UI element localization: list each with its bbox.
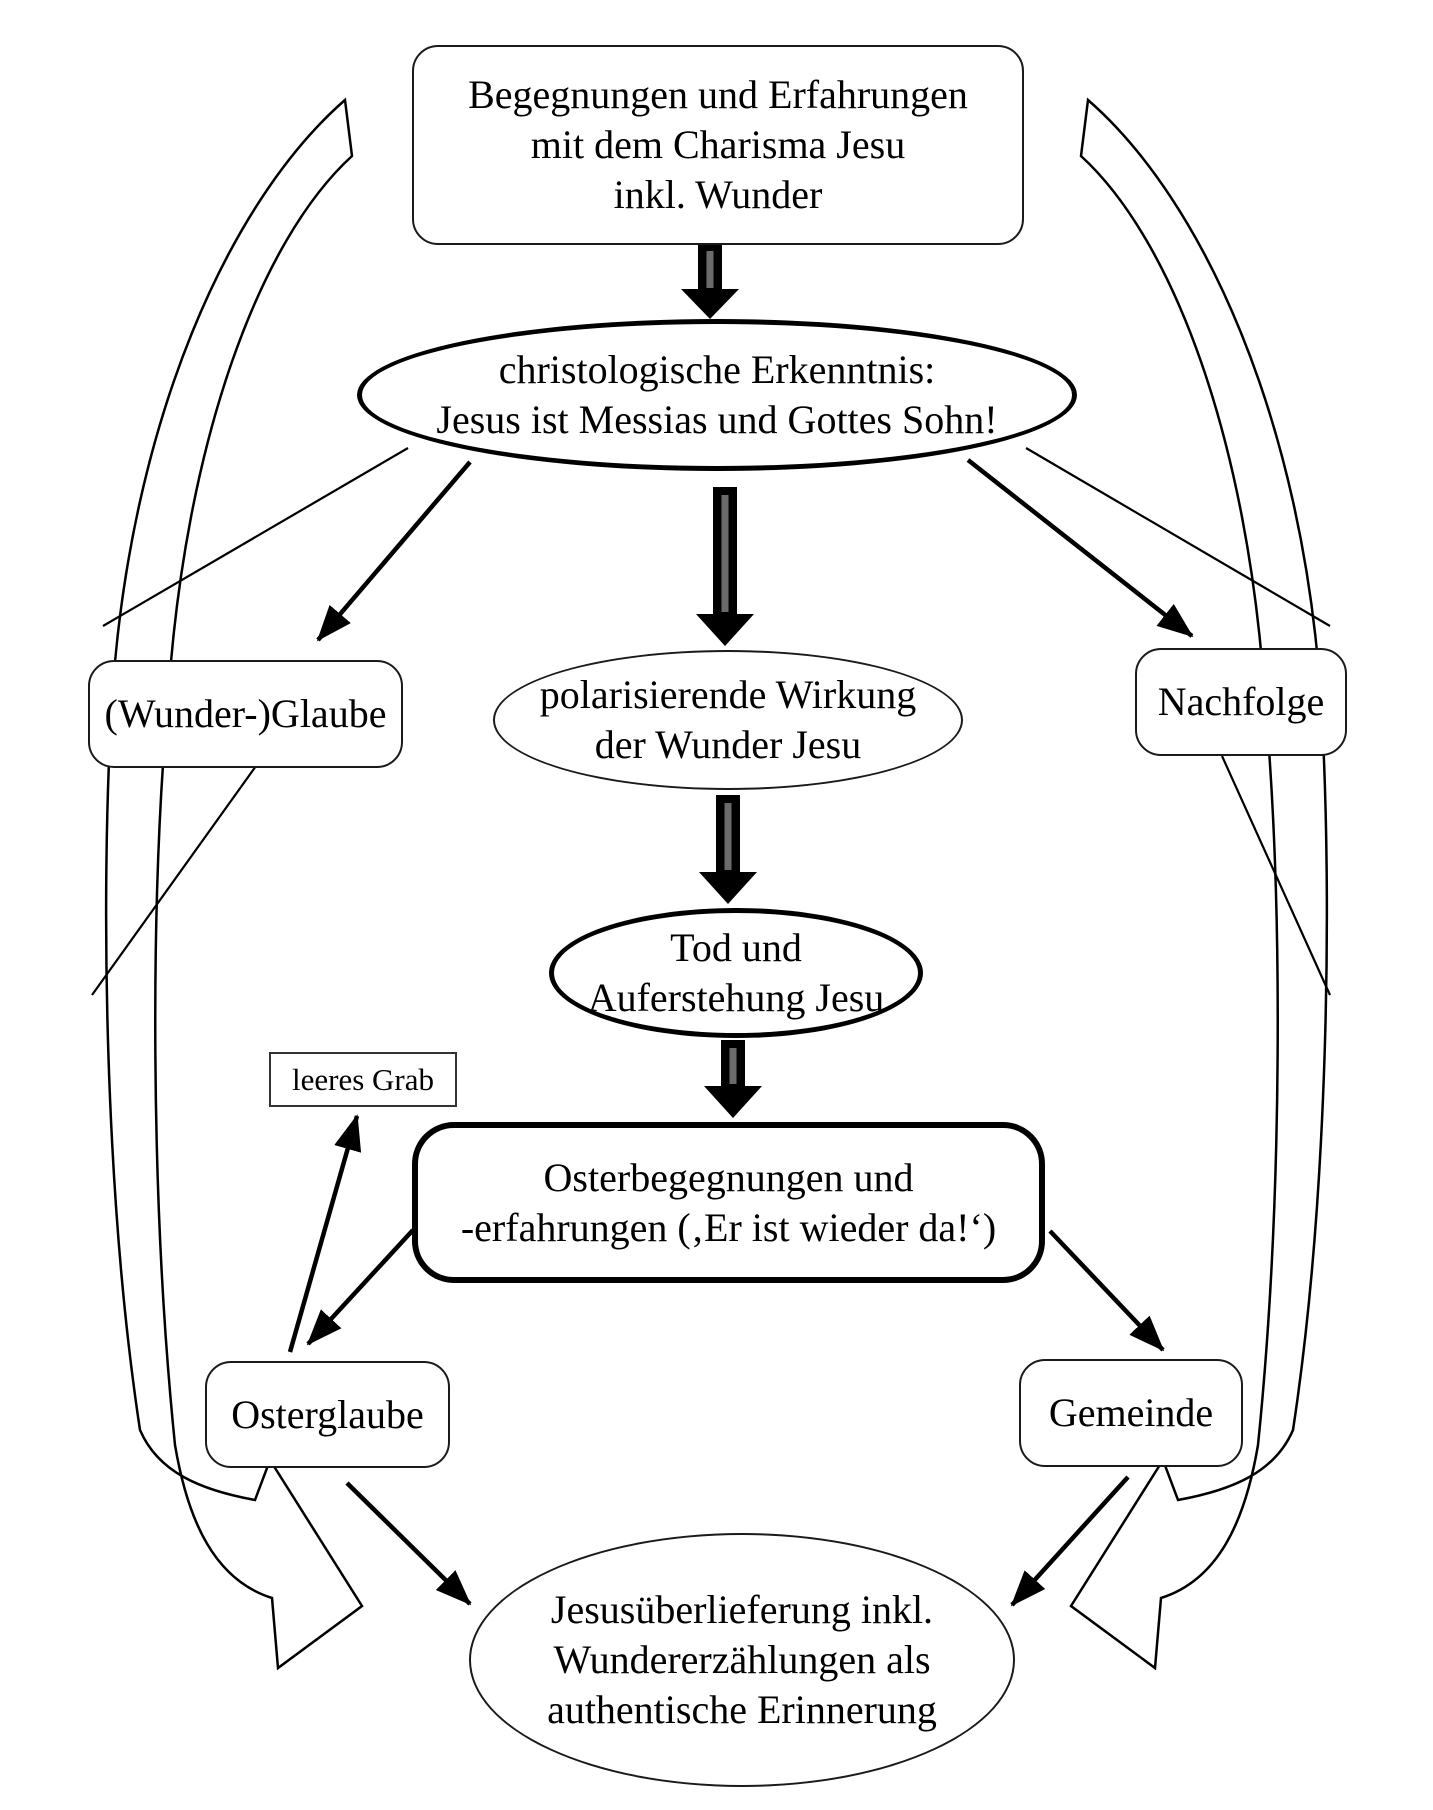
node-tod-line1: Tod und	[670, 925, 802, 970]
node-osterglaube	[205, 1361, 450, 1468]
arrow-osterbegegnungen-to-gemeinde	[1050, 1231, 1163, 1350]
node-wunderglaube	[88, 660, 403, 768]
node-christologische-erkenntnis	[357, 319, 1077, 471]
arrow-osterbegegnungen-to-osterglaube	[308, 1230, 413, 1344]
block-arrow-polarisierende-to-tod	[699, 795, 757, 904]
node-nachfolge-label: Nachfolge	[1157, 679, 1325, 724]
node-tod-line2: Auferstehung Jesu	[587, 975, 885, 1020]
node-gemeinde-label: Gemeinde	[1048, 1390, 1214, 1435]
node-jesusueberlieferung-line3: authentische Erinnerung	[547, 1687, 937, 1732]
node-osterglaube-label: Osterglaube	[231, 1391, 424, 1437]
node-osterbegegnungen-line1: Osterbegegnungen und	[543, 1154, 914, 1200]
node-begegnungen	[412, 45, 1024, 245]
arrow-osterglaube-to-jesusueberlieferung	[347, 1483, 470, 1604]
arrow-erkenntnis-to-nachfolge	[968, 460, 1192, 636]
node-erkenntnis-line2: Jesus ist Messias und Gottes Sohn!	[436, 397, 998, 442]
block-arrow-tod-to-osterbegegnungen	[704, 1040, 762, 1118]
node-gemeinde	[1019, 1359, 1243, 1467]
node-begegnungen-line1: Begegnungen und Erfahrungen	[468, 72, 968, 117]
node-begegnungen-line3: inkl. Wunder	[613, 172, 823, 217]
block-arrow-begegnungen-to-erkenntnis	[681, 243, 739, 319]
node-jesusueberlieferung-line1: Jesusüberlieferung inkl.	[550, 1587, 934, 1632]
node-osterbegegnungen-line2: -erfahrungen (‚Er ist wieder da!‘)	[460, 1204, 997, 1250]
arrow-osterglaube-to-leeres-grab	[290, 1116, 357, 1352]
node-polarisierende-wirkung	[493, 650, 963, 790]
node-leeres-grab	[269, 1052, 457, 1107]
arrow-erkenntnis-to-wunderglaube	[318, 462, 470, 640]
node-osterbegegnungen	[412, 1122, 1045, 1283]
node-polarisierende-line1: polarisierende Wirkung	[539, 672, 917, 717]
block-arrow-erkenntnis-to-polarisierende	[696, 487, 754, 646]
node-begegnungen-line2: mit dem Charisma Jesu	[530, 122, 906, 167]
node-tod-auferstehung	[549, 908, 923, 1038]
node-jesusueberlieferung-line2: Wundererzählungen als	[553, 1637, 931, 1682]
node-nachfolge	[1135, 648, 1347, 756]
node-jesusueberlieferung	[469, 1533, 1015, 1787]
node-wunderglaube-label: (Wunder-)Glaube	[104, 691, 387, 736]
node-polarisierende-line2: der Wunder Jesu	[594, 722, 862, 767]
node-leeres-grab-label: leeres Grab	[292, 1061, 434, 1097]
node-erkenntnis-line1: christologische Erkenntnis:	[498, 347, 936, 392]
